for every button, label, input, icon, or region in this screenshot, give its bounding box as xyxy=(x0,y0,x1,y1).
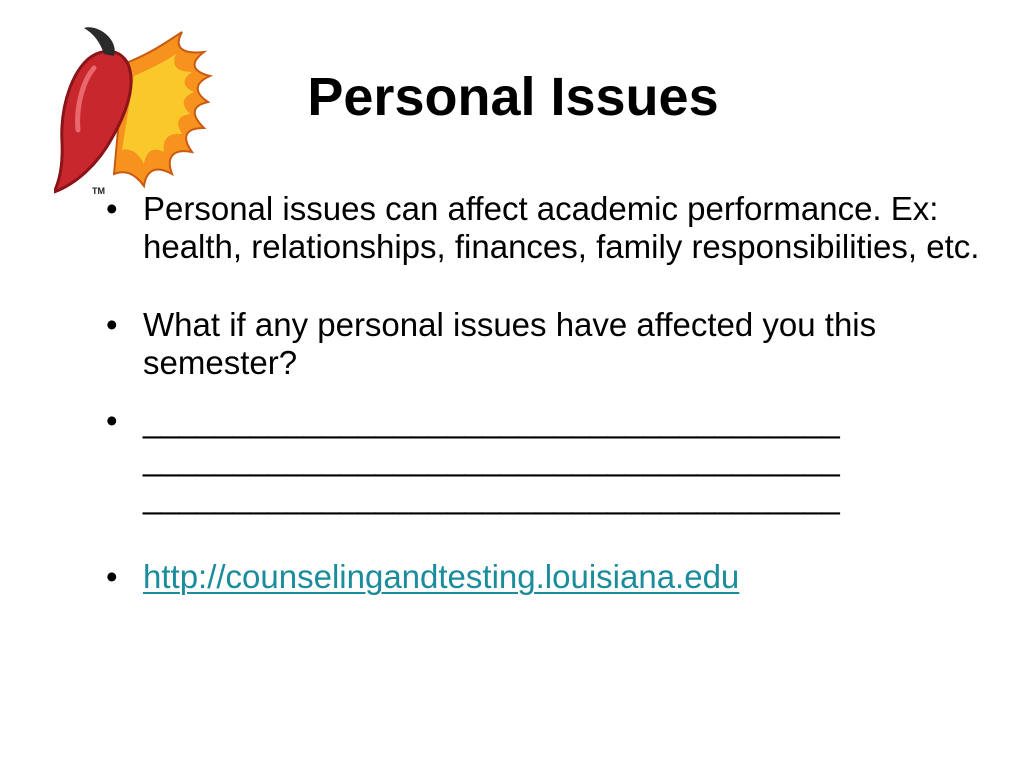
bullet-item-personal-issues xyxy=(100,190,980,266)
bullet-item-link xyxy=(100,558,980,596)
counseling-link[interactable]: http://counselingandtesting.louisiana.edu xyxy=(143,558,740,595)
answer-blank-line: _______________________________________ xyxy=(143,402,840,439)
bullet-text: What if any personal issues have affected you this semester? xyxy=(143,306,877,381)
bullet-symbol: • xyxy=(106,402,118,439)
answer-blank-line: _______________________________________ xyxy=(143,440,840,477)
bullet-symbol: • xyxy=(106,306,118,343)
bullet-list xyxy=(100,190,980,596)
bullet-item-answer-lines xyxy=(100,402,980,516)
bullet-text: Personal issues can affect academic performance. Ex: health, relationships, finances, family responsibilities, etc. xyxy=(143,190,980,265)
bullet-symbol: • xyxy=(106,558,118,595)
slide-title: Personal Issues xyxy=(307,67,719,127)
bullet-symbol: • xyxy=(106,190,118,227)
bullet-item-question xyxy=(100,306,980,382)
answer-blank-line: _______________________________________ xyxy=(143,478,840,515)
trademark-mark: TM xyxy=(92,186,105,196)
